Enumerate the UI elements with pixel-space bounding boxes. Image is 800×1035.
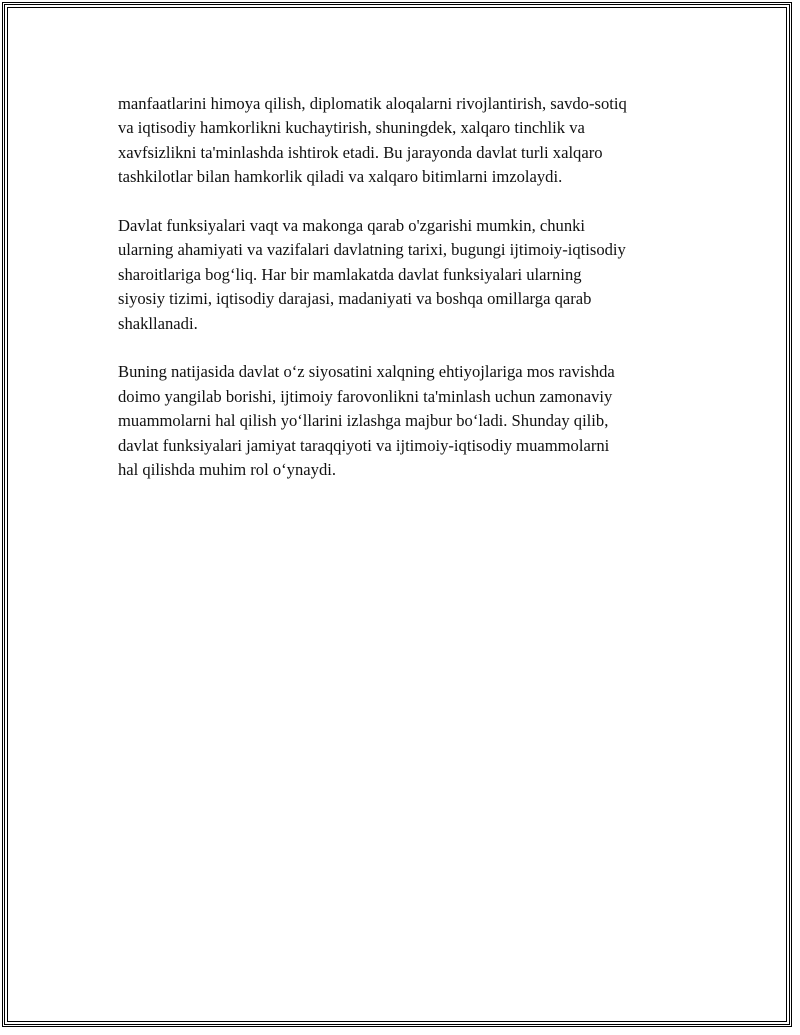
paragraph-3: Buning natijasida davlat o‘z siyosatini xalqning ehtiyojlariga mos ravishda doimo yangilab borishi, ijtimoiy farovonlikni ta'minlash uchun zamonaviy muammolarni hal qilish yo‘llarini izlashga majbur bo‘ladi. Shunday qilib, davlat funksiyalari jamiyat taraqqiyoti va ijtimoiy-iqtisodiy muammolarni hal qilishda muhim rol o‘ynaydi. — [118, 362, 615, 480]
paragraph-1: manfaatlarini himoya qilish, diplomatik aloqalarni rivojlantirish, savdo-sotiq va iqtisodiy hamkorlikni kuchaytirish, shuningdek, xalqaro tinchlik va xavfsizlikni ta'minlashda ishtirok etadi. Bu jarayonda davlat turli xalqaro tashkilotlar bilan hamkorlik qiladi va xalqaro bitimlarni imzolaydi. — [118, 94, 627, 187]
document-body — [118, 92, 698, 507]
paragraph-2: Davlat funksiyalari vaqt va makonga qarab o'zgarishi mumkin, chunki ularning ahamiyati va vazifalari davlatning tarixi, bugungi ijtimoiy-iqtisodiy sharoitlariga bog‘liq. Har bir mamlakatda davlat funksiyalari ularning siyosiy tizimi, iqtisodiy darajasi, madaniyati va boshqa omillarga qarab shakllanadi. — [118, 216, 626, 333]
